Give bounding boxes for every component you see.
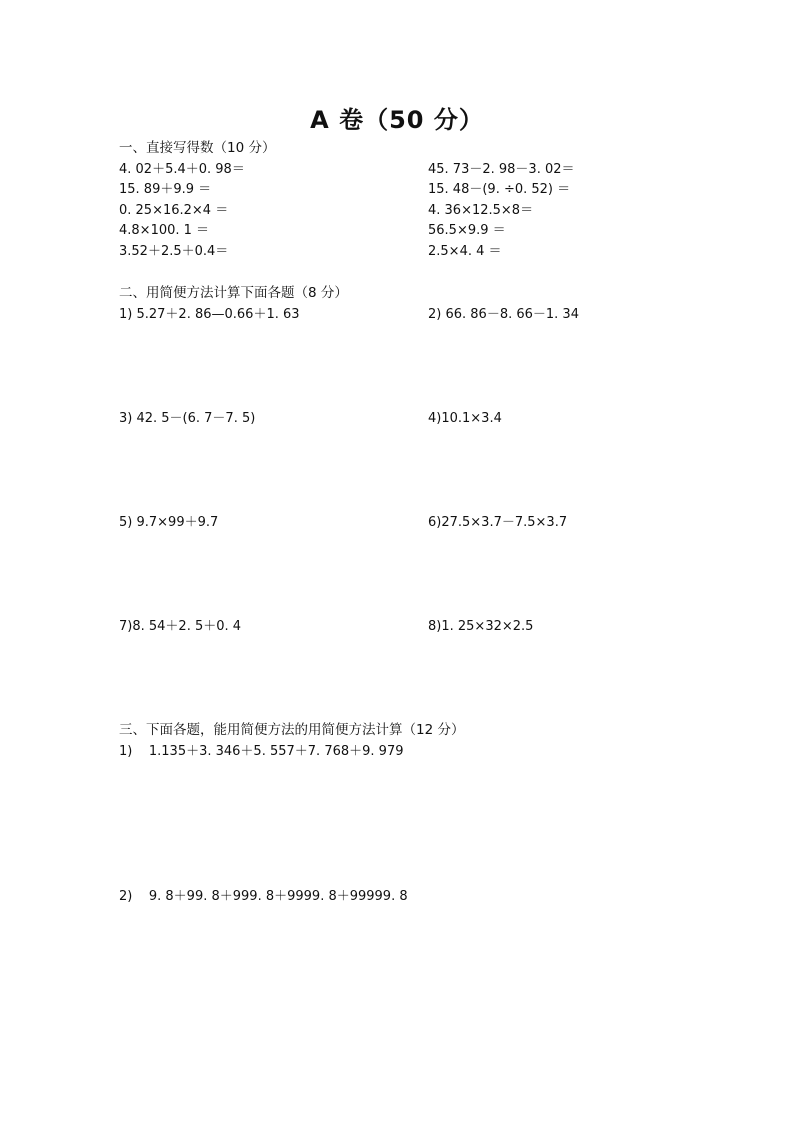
oral-item-6: 4. 36×12.5×8＝ <box>428 203 534 218</box>
oral-item-8: 56.5×9.9 ＝ <box>428 223 506 238</box>
calc-problem-1: 1) 1.135＋3. 346＋5. 557＋7. 768＋9. 979 <box>119 744 404 759</box>
calc-problem-2: 2) 9. 8＋99. 8＋999. 8＋9999. 8＋99999. 8 <box>119 889 408 904</box>
problem-2: 2) 66. 86－8. 66－1. 34 <box>428 307 579 322</box>
section2-heading: 二、用简便方法计算下面各题（8 分） <box>119 285 348 301</box>
oral-item-1: 4. 02＋5.4＋0. 98＝ <box>119 162 245 177</box>
problem-3: 3) 42. 5－(6. 7－7. 5) <box>119 411 256 426</box>
problem-4: 4)10.1×3.4 <box>428 411 502 426</box>
problem-5: 5) 9.7×99＋9.7 <box>119 515 219 530</box>
section1-heading: 一、直接写得数（10 分） <box>119 140 276 156</box>
oral-item-4: 15. 48－(9. ÷0. 52) ＝ <box>428 182 571 197</box>
oral-item-5: 0. 25×16.2×4 ＝ <box>119 203 229 218</box>
oral-item-9: 3.52＋2.5＋0.4＝ <box>119 244 229 259</box>
page-title: A 卷（50 分） <box>310 106 484 134</box>
problem-1: 1) 5.27＋2. 86—0.66＋1. 63 <box>119 307 300 322</box>
section3-heading: 三、下面各题，能用简便方法的用简便方法计算（12 分） <box>119 722 465 738</box>
oral-item-3: 15. 89＋9.9 ＝ <box>119 182 212 197</box>
oral-item-2: 45. 73－2. 98－3. 02＝ <box>428 162 575 177</box>
problem-6: 6)27.5×3.7－7.5×3.7 <box>428 515 568 530</box>
problem-7: 7)8. 54＋2. 5＋0. 4 <box>119 619 242 634</box>
oral-item-7: 4.8×100. 1 ＝ <box>119 223 210 238</box>
oral-item-10: 2.5×4. 4 ＝ <box>428 244 502 259</box>
problem-8: 8)1. 25×32×2.5 <box>428 619 534 634</box>
